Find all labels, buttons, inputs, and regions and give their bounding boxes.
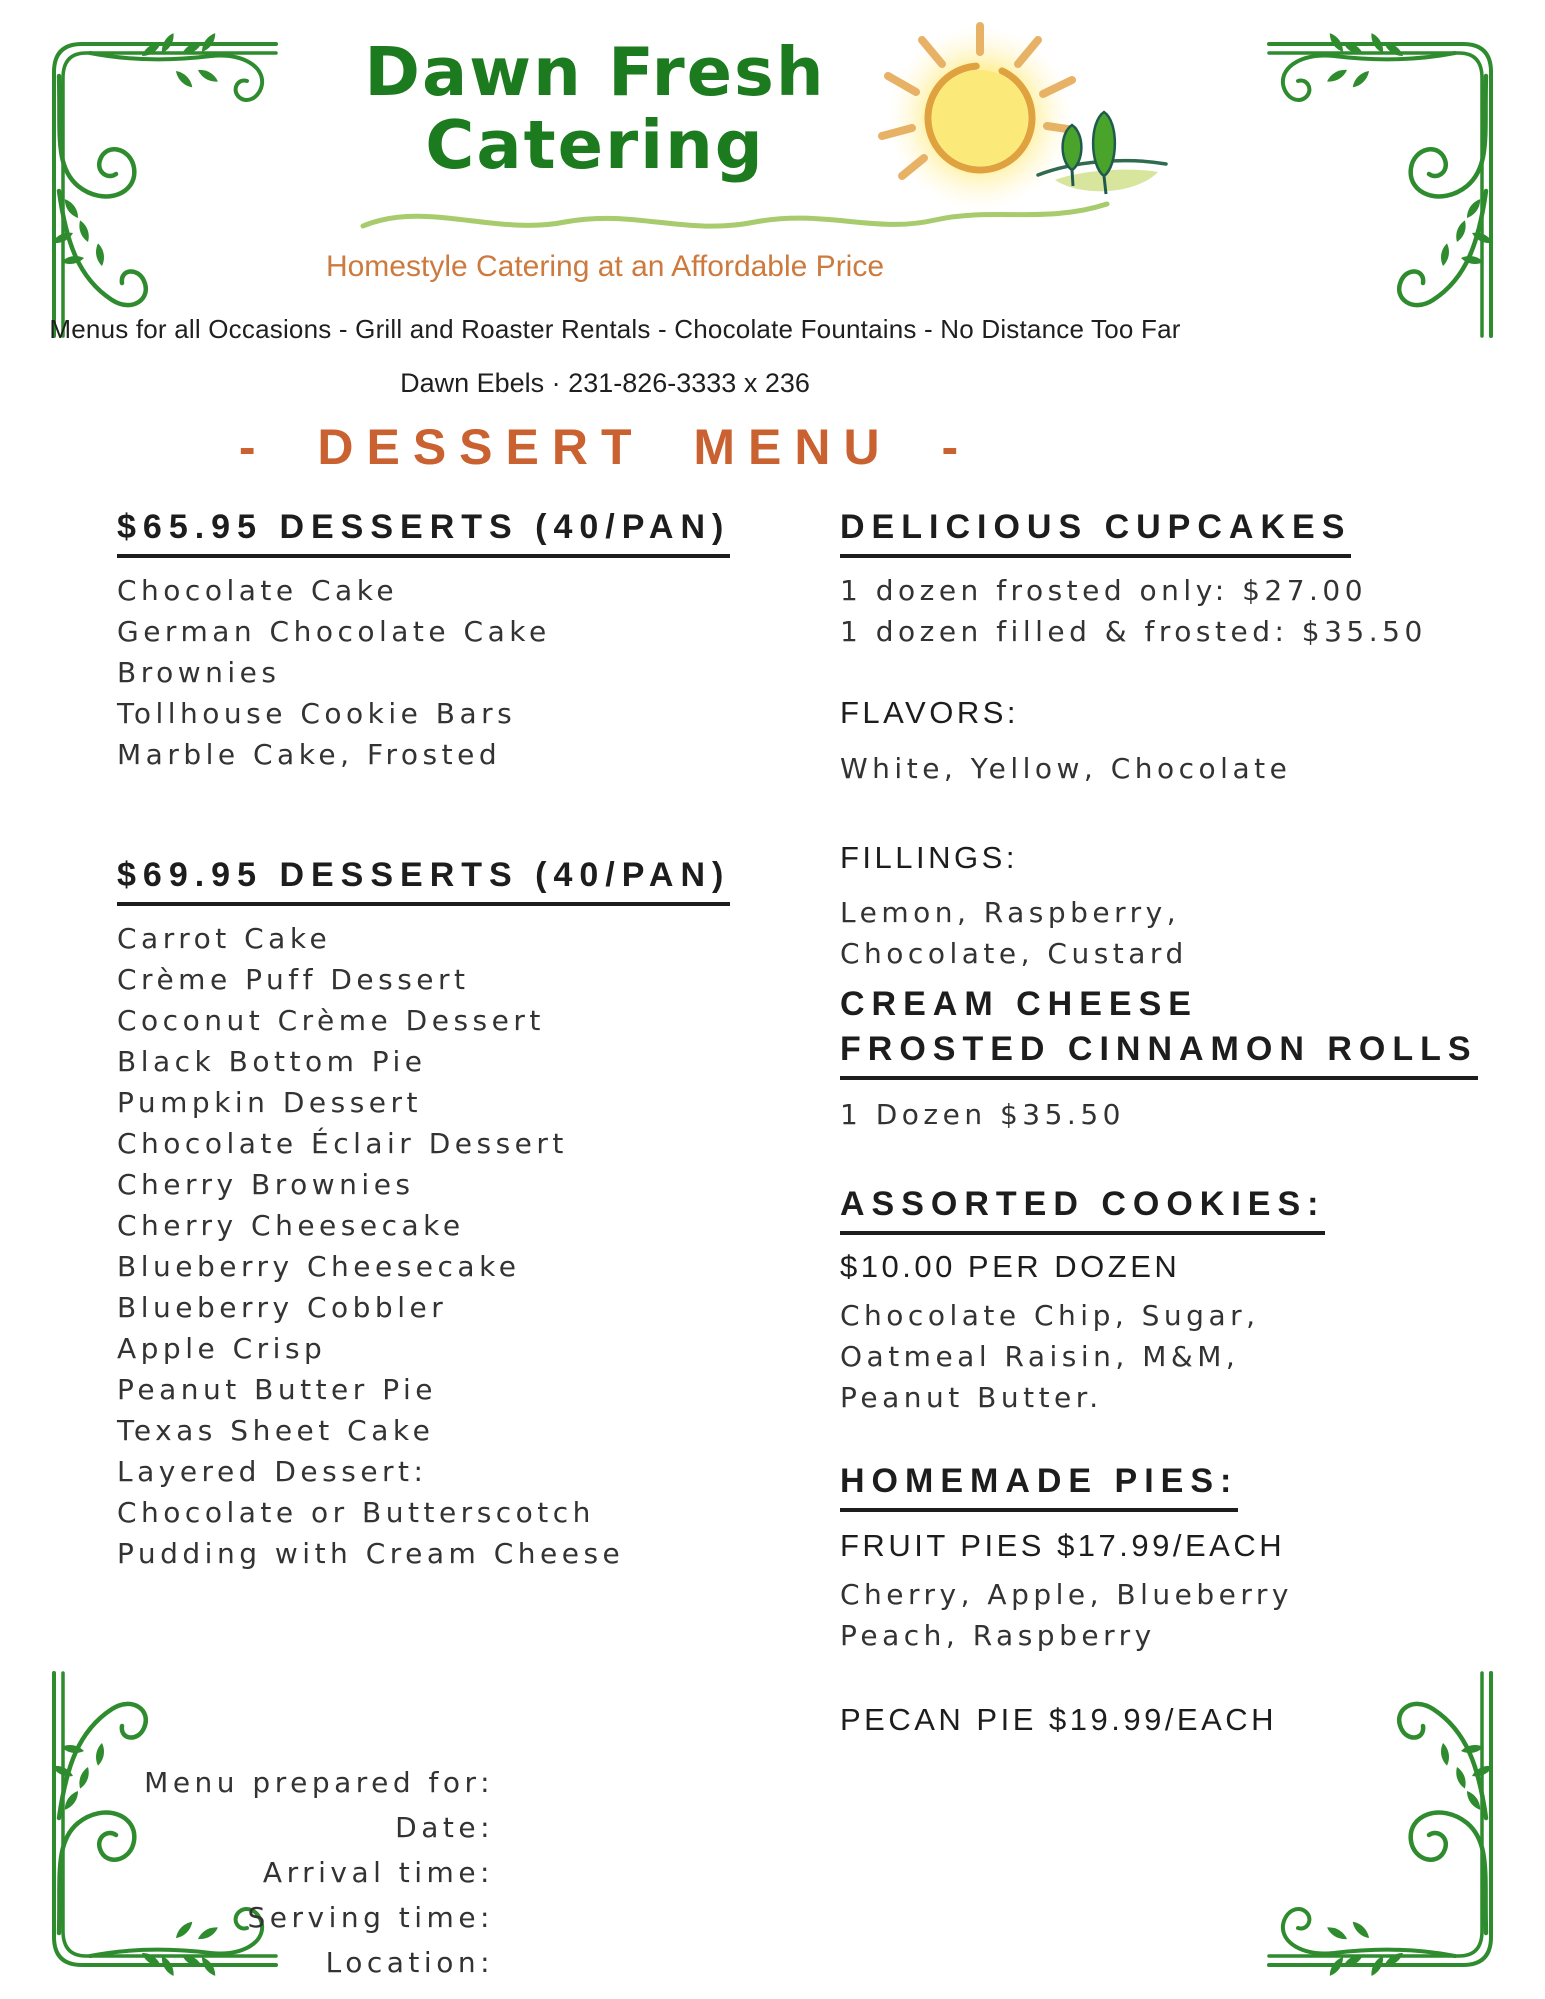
menu-item: Blueberry Cobbler <box>117 1291 448 1324</box>
form-label: Serving time: <box>247 1901 494 1934</box>
menu-item: Peanut Butter Pie <box>117 1373 437 1406</box>
section-heading: $69.95 DESSERTS (40/PAN) <box>117 856 730 906</box>
fruit-pie-line: Cherry, Apple, Blueberry <box>840 1578 1293 1611</box>
menu-title: - DESSERT MENU - <box>238 419 972 475</box>
cupcake-prices <box>840 570 1427 652</box>
menu-item: Coconut Crème Dessert <box>117 1004 545 1037</box>
contact-line: Dawn Ebels · 231-826-3333 x 236 <box>400 368 810 398</box>
section-items <box>117 918 730 1574</box>
cookie-variety-line: Oatmeal Raisin, M&M, <box>840 1340 1240 1373</box>
menu-item: Chocolate Cake <box>117 574 399 607</box>
menu-item: Brownies <box>117 656 281 689</box>
fruit-pie-line: Peach, Raspberry <box>840 1619 1156 1652</box>
section-heading: HOMEMADE PIES: <box>840 1462 1238 1512</box>
brand-line-1: Dawn Fresh <box>364 33 826 111</box>
footer-form <box>118 1760 494 1985</box>
pecan-pie-price: PECAN PIE $19.99/EACH <box>840 1702 1278 1737</box>
fillings-line: Chocolate, Custard <box>840 937 1188 970</box>
menu-item: Carrot Cake <box>117 922 332 955</box>
form-label: Arrival time: <box>262 1856 494 1889</box>
cookies-price: $10.00 PER DOZEN <box>840 1249 1181 1284</box>
menu-item: Apple Crisp <box>117 1332 327 1365</box>
menu-item: Pumpkin Dessert <box>117 1086 423 1119</box>
form-label: Date: <box>395 1811 494 1844</box>
menu-item: Cherry Brownies <box>117 1168 415 1201</box>
fillings-label: FILLINGS: <box>840 840 1018 875</box>
cookie-variety-line: Peanut Butter. <box>840 1381 1103 1414</box>
menu-item: Layered Dessert: <box>117 1455 428 1488</box>
menu-item: German Chocolate Cake <box>117 615 551 648</box>
section-cupcakes <box>840 508 1427 652</box>
menu-item: Marble Cake, Frosted <box>117 738 502 771</box>
section-6595-desserts <box>117 508 730 775</box>
vine-corner-flourish-top-left <box>26 26 278 338</box>
fruit-pies-price: FRUIT PIES $17.99/EACH <box>840 1528 1286 1563</box>
cinnamon-roll-price: 1 Dozen $35.50 <box>840 1098 1125 1131</box>
section-heading-line1: CREAM CHEESE <box>840 985 1198 1023</box>
brand-line-2: Catering <box>425 106 765 184</box>
vine-corner-flourish-bottom-right <box>1267 1671 1519 1983</box>
section-items <box>117 570 730 775</box>
menu-item: Blueberry Cheesecake <box>117 1250 521 1283</box>
section-cinnamon-rolls <box>840 985 1478 1135</box>
tagline: Homestyle Catering at an Affordable Price <box>325 250 885 283</box>
menu-item: Texas Sheet Cake <box>117 1414 435 1447</box>
fruit-pie-varieties <box>840 1574 1293 1656</box>
menu-item: Tollhouse Cookie Bars <box>117 697 517 730</box>
fillings-line: Lemon, Raspberry, <box>840 896 1181 929</box>
menu-item: Crème Puff Dessert <box>117 963 470 996</box>
menu-item: Chocolate Éclair Dessert <box>117 1127 568 1160</box>
section-pies <box>840 1462 1293 1738</box>
vine-corner-flourish-top-right <box>1267 26 1519 338</box>
brand-logo-text <box>300 33 890 184</box>
cookie-varieties <box>840 1295 1325 1418</box>
section-6995-desserts <box>117 856 730 1574</box>
price-line: 1 dozen frosted only: $27.00 <box>840 574 1368 607</box>
flavors-text: White, Yellow, Chocolate <box>840 752 1292 785</box>
menu-item: Cherry Cheesecake <box>117 1209 465 1242</box>
cookie-variety-line: Chocolate Chip, Sugar, <box>840 1299 1260 1332</box>
section-heading: DELICIOUS CUPCAKES <box>840 508 1351 558</box>
menu-item: Pudding with Cream Cheese <box>117 1537 625 1570</box>
menu-item: Chocolate or Butterscotch <box>117 1496 595 1529</box>
flavors-label: FLAVORS: <box>840 695 1020 730</box>
green-wave-underline-icon <box>355 182 1115 252</box>
menu-item: Black Bottom Pie <box>117 1045 427 1078</box>
form-label: Menu prepared for: <box>144 1766 494 1799</box>
section-heading: ASSORTED COOKIES: <box>840 1185 1325 1235</box>
form-label: Location: <box>325 1946 494 1979</box>
price-line: 1 dozen filled & frosted: $35.50 <box>840 615 1427 648</box>
fillings-text <box>840 892 1188 974</box>
section-heading-line2: FROSTED CINNAMON ROLLS <box>840 1030 1478 1080</box>
services-line: Menus for all Occasions - Grill and Roaster Rentals - Chocolate Fountains - No Distance Too Far <box>49 314 1181 344</box>
section-cookies <box>840 1185 1325 1418</box>
section-heading: $65.95 DESSERTS (40/PAN) <box>117 508 730 558</box>
